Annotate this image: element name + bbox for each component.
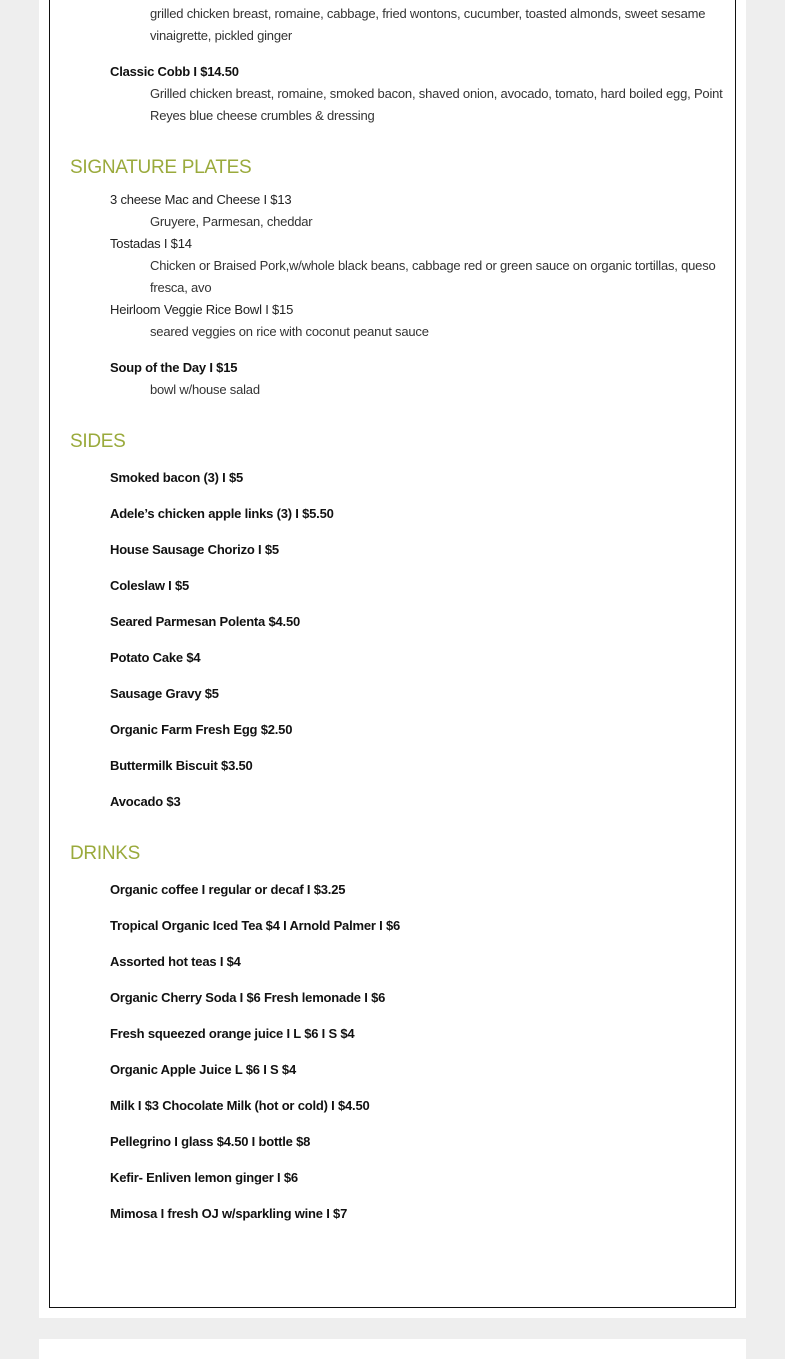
cobb-salad-desc-line1: Grilled chicken breast, romaine, smoked bacon, shaved onion, avocado, tomato, hard boiled egg, Point (150, 86, 723, 101)
side-item: Buttermilk Biscuit $3.50 (110, 758, 253, 773)
side-item: Potato Cake $4 (110, 650, 201, 665)
side-item: Coleslaw I $5 (110, 578, 190, 593)
side-item: Smoked bacon (3) I $5 (110, 470, 244, 485)
tostadas-desc-line1: Chicken or Braised Pork,w/whole black beans, cabbage red or green sauce on organic tortillas, queso (150, 258, 716, 273)
section-heading-sides: SIDES (70, 431, 126, 452)
mac-cheese-desc: Gruyere, Parmesan, cheddar (150, 214, 313, 229)
side-item: Avocado $3 (110, 794, 181, 809)
drink-item: Mimosa I fresh OJ w/sparkling wine I $7 (110, 1206, 348, 1221)
section-heading-drinks: DRINKS (70, 843, 140, 864)
side-item: Seared Parmesan Polenta $4.50 (110, 614, 301, 629)
veggie-bowl-title: Heirloom Veggie Rice Bowl I $15 (110, 302, 294, 317)
drink-item: Tropical Organic Iced Tea $4 I Arnold Palmer I $6 (110, 918, 401, 933)
drink-item: Milk I $3 Chocolate Milk (hot or cold) I $4.50 (110, 1098, 370, 1113)
side-item: Organic Farm Fresh Egg $2.50 (110, 722, 293, 737)
drink-item: Assorted hot teas I $4 (110, 954, 241, 969)
tostadas-title: Tostadas I $14 (110, 236, 192, 251)
side-item: House Sausage Chorizo I $5 (110, 542, 279, 557)
drink-item: Organic Apple Juice L $6 I S $4 (110, 1062, 296, 1077)
section-heading-signature: SIGNATURE PLATES (70, 157, 252, 178)
soup-title: Soup of the Day I $15 (110, 360, 238, 375)
drink-item: Organic Cherry Soda I $6 Fresh lemonade I $6 (110, 990, 386, 1005)
soup-desc: bowl w/house salad (150, 382, 260, 397)
mac-cheese-title: 3 cheese Mac and Cheese I $13 (110, 192, 292, 207)
drink-item: Fresh squeezed orange juice I L $6 I S $4 (110, 1026, 355, 1041)
side-item: Adele’s chicken apple links (3) I $5.50 (110, 506, 334, 521)
veggie-bowl-desc: seared veggies on rice with coconut peanut sauce (150, 324, 429, 339)
next-card (39, 1339, 746, 1359)
cobb-salad-title: Classic Cobb I $14.50 (110, 64, 239, 79)
tostadas-desc-line2: fresca, avo (150, 280, 212, 295)
drink-item: Organic coffee I regular or decaf I $3.25 (110, 882, 346, 897)
asian-salad-desc-line2: vinaigrette, pickled ginger (150, 28, 293, 43)
asian-salad-desc-line1: grilled chicken breast, romaine, cabbage, fried wontons, cucumber, toasted almonds, sweet sesame (150, 6, 706, 21)
drink-item: Pellegrino I glass $4.50 I bottle $8 (110, 1134, 311, 1149)
cobb-salad-desc-line2: Reyes blue cheese crumbles & dressing (150, 108, 375, 123)
side-item: Sausage Gravy $5 (110, 686, 219, 701)
drink-item: Kefir- Enliven lemon ginger I $6 (110, 1170, 298, 1185)
